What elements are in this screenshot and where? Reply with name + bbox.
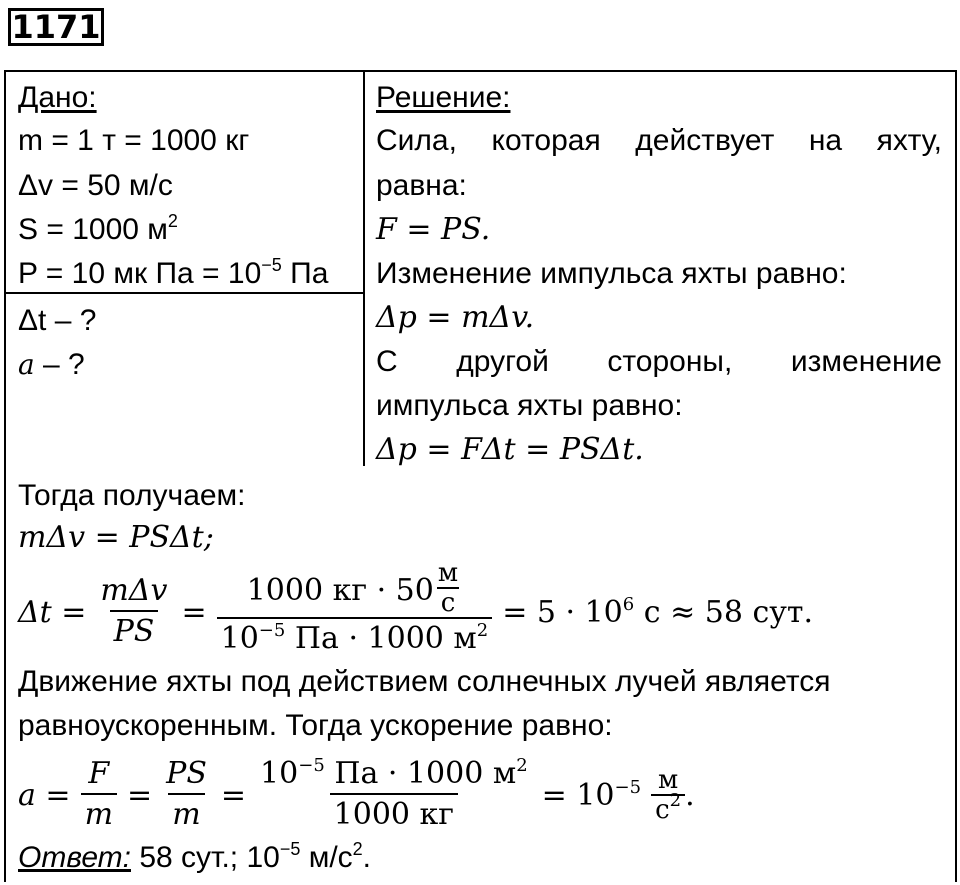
solution-header: Решение: <box>376 81 511 114</box>
fraction-force-mass: $\frac{F}{m}$ <box>81 755 117 835</box>
given-area: S = 1000 $м^2$ <box>18 211 178 246</box>
formula-momentum: Δp = mΔv. <box>376 300 535 335</box>
find-acceleration: a – ? <box>18 348 85 381</box>
fraction-time-numeric: 1000 кг · 50 $\frac{м}{с}$ $10^{-5}$ Па · 1000 $м^2$ <box>217 565 493 659</box>
answer-label: Ответ: <box>18 841 131 874</box>
formula-acceleration: a = $\frac{F}{m}$ = $\frac{PS}{m}$ = $\frac{10^{-5} Па \cdot 1000 м^2}{1000 кг}$ = $10^{-5}$ $\frac{м}{с^2}$ . <box>18 750 695 840</box>
motion-text-line2: равноускоренным. Тогда ускорение равно: <box>18 709 613 742</box>
unit-acceleration: $\frac{м}{с^2}$ <box>651 766 685 824</box>
solution-line-force: Сила, которая действует на яхту, <box>376 124 942 157</box>
motion-text-line1: Движение яхты под действием солнечных лучей является <box>18 665 831 698</box>
fraction-acceleration-numeric: $\frac{10^{-5} Па \cdot 1000 м^2}{1000 кг}$ <box>256 755 532 835</box>
formula-momentum-force: Δp = FΔt = PSΔt. <box>376 432 644 467</box>
given-mass: m = 1 т = 1000 кг <box>18 124 250 157</box>
given-velocity: Δv = 50 м/с <box>18 169 173 202</box>
problem-number: 1171 <box>8 8 104 46</box>
formula-force: F = PS. <box>376 212 491 247</box>
column-divider <box>363 70 365 466</box>
answer-line: Ответ: 58 сут.; $10^{-5}$ $м/с^2$. <box>18 839 372 874</box>
solution-line-momentum2: импульса яхты равно: <box>376 389 683 422</box>
formula-time: Δt = $\frac{\text{mΔv}}{PS}$ = 1000 кг · 50 $\frac{м}{с}$ $10^{-5}$ Па · 1000 $м^2$ = $5 \cdot 10^6$ с ≈ 58 сут. <box>18 562 813 662</box>
find-time: Δt – ? <box>18 304 97 337</box>
solution-line-equal: равна: <box>376 169 467 202</box>
fraction-ps-mass: $\frac{PS}{m}$ <box>162 755 211 835</box>
given-divider <box>4 292 364 294</box>
given-header: Дано: <box>18 81 97 114</box>
solution-line-momentum: Изменение импульса яхты равно: <box>376 257 847 290</box>
then-text: Тогда получаем: <box>18 479 246 512</box>
fraction-time-symbolic: $\frac{\text{mΔv}}{PS}$ <box>96 572 171 652</box>
given-pressure: P = 10 мк Па = $10^{-5}$ Па <box>18 255 329 290</box>
solution-line-other-side: С другой стороны, изменение <box>376 345 942 378</box>
formula-equate: mΔv = PSΔt; <box>18 520 214 555</box>
